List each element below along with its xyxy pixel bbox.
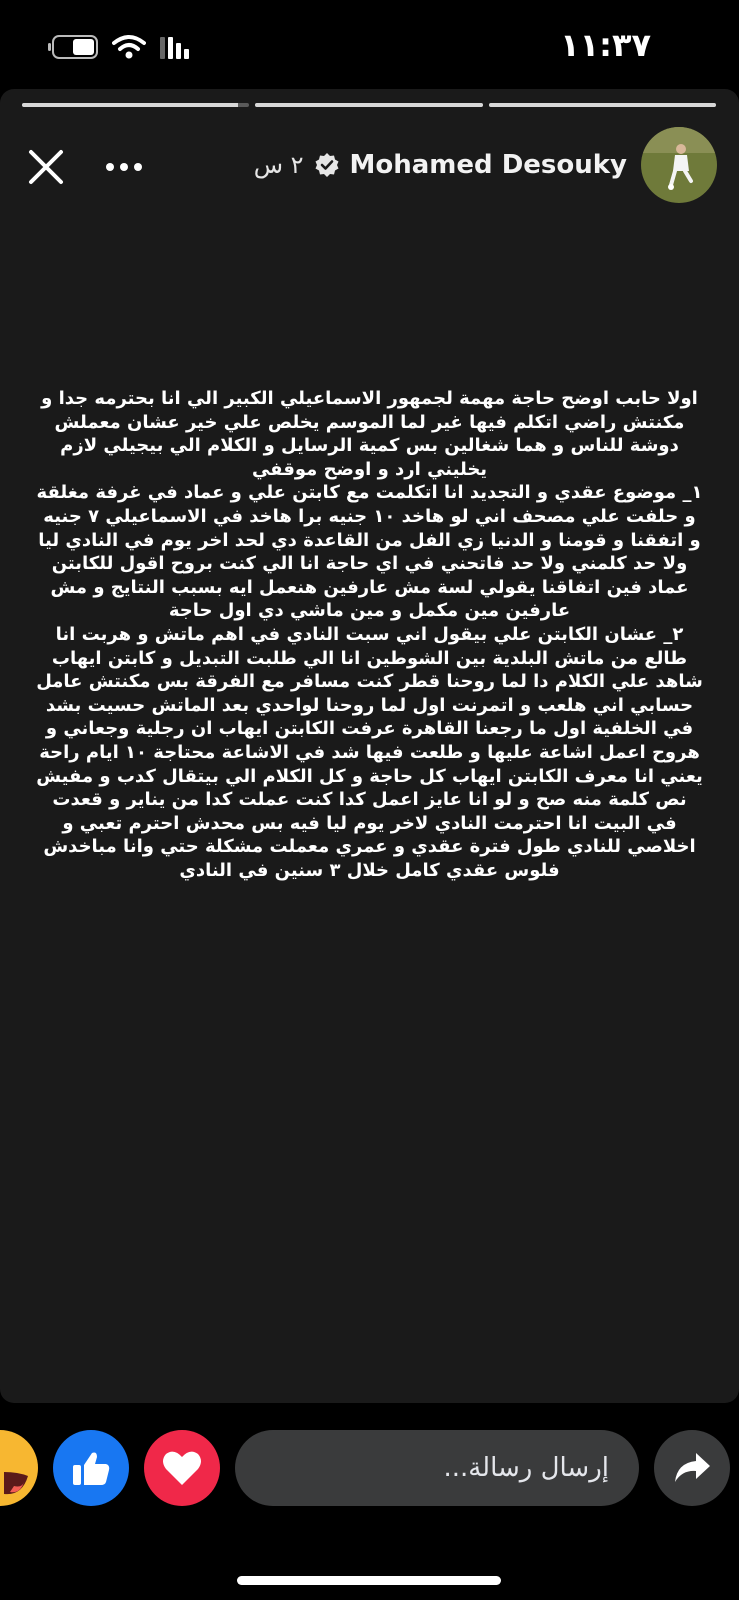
post-time: ٢ س: [253, 151, 304, 179]
avatar[interactable]: [641, 127, 717, 203]
avatar-image: [641, 127, 717, 203]
share-button[interactable]: [654, 1430, 730, 1506]
progress-segment: [489, 103, 716, 107]
verified-badge-icon: [314, 152, 340, 178]
status-bar: [0, 0, 739, 88]
more-options-button[interactable]: [106, 151, 142, 183]
status-icons: [52, 32, 189, 62]
home-indicator[interactable]: [237, 1576, 501, 1585]
laughing-emoji-button[interactable]: [0, 1430, 38, 1506]
share-arrow-icon: [672, 1450, 712, 1486]
status-time: ١١:٣٧: [560, 26, 651, 64]
like-reaction-button[interactable]: [53, 1430, 129, 1506]
author-name: Mohamed Desouky: [349, 150, 627, 180]
progress-segment: [22, 103, 249, 107]
heart-icon: [161, 1448, 203, 1488]
story-header: [0, 127, 739, 207]
love-reaction-button[interactable]: [144, 1430, 220, 1506]
close-icon: [26, 147, 66, 187]
story-progress: [22, 103, 716, 107]
author-info[interactable]: [254, 145, 627, 185]
battery-icon: [52, 35, 98, 59]
close-button[interactable]: [26, 147, 66, 187]
message-input[interactable]: [235, 1430, 639, 1506]
reply-bar: [0, 1410, 739, 1530]
story-text: اولا حابب اوضح حاجة مهمة لجمهور الاسماعيلي الكبير الي انا بحترمه جدا و مكنتش راضي اتكلم فيها غير لما الموسم يخلص علي خير عشان معملش دوشة للناس و هما شغالين بس كمية الرسايل و الكلام الي بيجيلي لازم يخليني ارد و اوضح موقفي ١_ موضوع عقدي و التجديد انا اتكلمت مع كابتن علي و عماد في غرفة مغلقة و حلفت علي مصحف اني لو هاخد ١٠ جنيه برا هاخد في الاسماعيلي ٧ جنيه و اتفقنا و قومنا و الدنيا زي الفل من القاعدة دي لحد اخر يوم في النادي ليا ولا حد كلمني ولا حد فاتحني في اي حاجة انا الي كنت بروح اقول للكابتن عماد فين اتفاقنا يقولي لسة مش عارفين هنعمل ايه بسبب النتايج و مش عارفين مين مكمل و مين ماشي دي اول حاجة ٢_ عشان الكابتن علي بيقول اني سبت النادي في اهم ماتش و هربت انا طالع من ماتش البلدية بين الشوطين انا الي طلبت التبديل و كابتن ايهاب شاهد علي الكلام دا لما روحنا قطر كنت مسافر مع الفرقة بس مكنتش عامل حسابي اني هلعب و اتمرنت اول لما روحنا لواحدي بعد الماتش حسيت بشد في الخلفية اول ما رجعنا القاهرة عرفت الكابتن ايهاب ان رجلية وجعاني و هروح اعمل اشاعة عليها و طلعت فيها شد في الاشاعة محتاجة ١٠ ايام راحة يعني انا معرف الكابتن ايهاب كل حاجة و كل الكلام الي بيتقال كدب و مفيش نص كلمة منه صح و لو انا عايز اعمل كدا كنت عملت كدا من يناير و قعدت في البيت انا احترمت النادي لاخر يوم ليا فيه بس محدش احترم تعبي و اخلاصي للنادي طول فترة عقدي و عمري معملت مشكلة حتي وانا مباخدش فلوس عقدي كامل خلال ٣ سنين في النادي: [36, 388, 703, 881]
more-dot-icon: [106, 163, 114, 171]
wifi-icon: [112, 34, 146, 60]
more-dot-icon: [134, 163, 142, 171]
laughing-emoji-icon: [0, 1430, 38, 1506]
progress-segment: [255, 103, 482, 107]
more-dot-icon: [120, 163, 128, 171]
signal-icon: [160, 35, 189, 59]
like-icon: [70, 1447, 112, 1489]
story-card[interactable]: [0, 89, 739, 1403]
